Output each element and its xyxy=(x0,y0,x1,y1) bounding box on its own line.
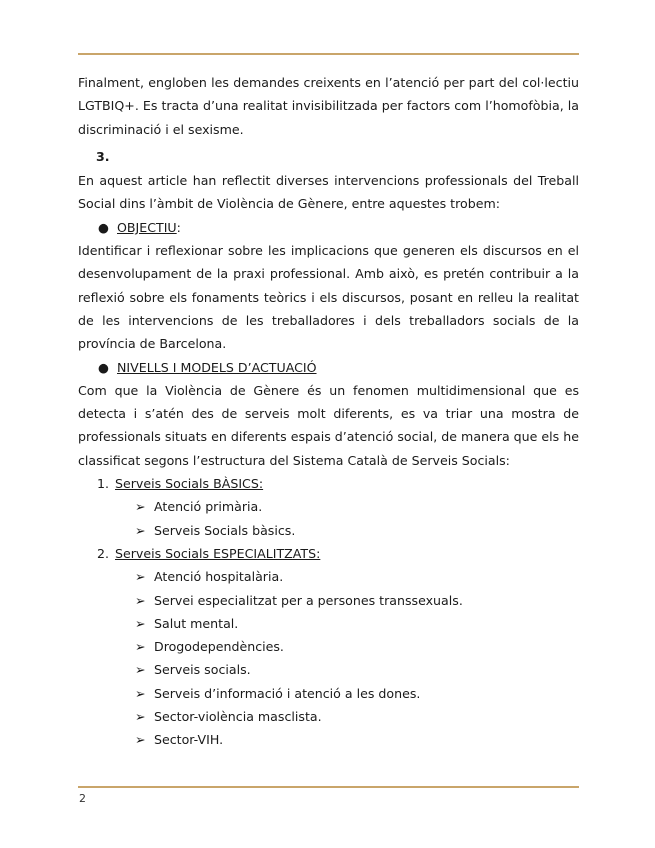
list-item-text: Atenció primària. xyxy=(154,499,263,515)
list-item-text: Serveis Socials bàsics. xyxy=(154,522,296,538)
arrow-icon: ➢ xyxy=(135,639,146,655)
list-item-text: Serveis d’informació i atenció a les dones. xyxy=(154,685,421,701)
arrow-icon: ➢ xyxy=(135,685,146,701)
list-item xyxy=(78,565,579,588)
list-item xyxy=(78,495,579,518)
arrow-icon: ➢ xyxy=(135,615,146,631)
page-number: 2 xyxy=(79,792,86,805)
list-item-text: Atenció hospitalària. xyxy=(154,569,284,585)
arrow-icon: ➢ xyxy=(135,569,146,585)
list-item-text: Sector-violència masclista. xyxy=(154,709,322,725)
arrow-icon: ➢ xyxy=(135,732,146,748)
list-number: 1. xyxy=(97,476,110,492)
arrow-icon: ➢ xyxy=(135,522,146,538)
list-item xyxy=(78,519,579,542)
list-title: Serveis Socials ESPECIALITZATS: xyxy=(115,545,321,561)
bullet-objectiu xyxy=(78,216,579,239)
list-item-text: Drogodependències. xyxy=(154,639,284,655)
bullet-dot: ● xyxy=(98,219,109,235)
nivells-paragraph: Com que la Violència de Gènere és un fenomen multidimensional que es detecta i s’atén des de serveis molt diferents, es va triar una mostra de professionals situats en diferents espais d’atenció social, de manera que els he classificat segons l’estructura del Sistema Català de Serveis Socials: xyxy=(78,382,579,468)
list-item-text: Servei especialitzat per a persones transsexuals. xyxy=(154,592,463,608)
section-paragraph: En aquest article han reflectit diverses intervencions professionals del Treball Social dins l’àmbit de Violència de Gènere, entre aquestes trobem: xyxy=(78,173,579,212)
list-item xyxy=(78,705,579,728)
objectiu-suffix: : xyxy=(176,219,181,235)
objectiu-paragraph: Identificar i reflexionar sobre les implicacions que generen els discursos en el desenvolupament de la praxi professional. Amb això, es pretén contribuir a la reflexió sobre els fonaments teòrics i els discursos, posant en relleu la realitat de les intervencions de les treballadores i dels treballadors socials de la província de Barcelona. xyxy=(78,243,579,352)
arrow-icon: ➢ xyxy=(135,499,146,515)
bullet-nivells xyxy=(78,356,579,379)
list-item-text: Serveis socials. xyxy=(154,662,251,678)
list-item xyxy=(78,612,579,635)
intro-paragraph: Finalment, engloben les demandes creixents en l’atenció per part del col·lectiu LGTBIQ+. Es tracta d’una realitat invisibilitzada per factors com l’homofòbia, la discriminació i el sexisme. xyxy=(78,75,579,137)
list-heading-2 xyxy=(78,542,579,565)
nivells-label: NIVELLS I MODELS D’ACTUACIÓ xyxy=(117,359,317,375)
footer-rule xyxy=(78,786,579,788)
list-item-text: Sector-VIH. xyxy=(154,732,224,748)
list-number: 2. xyxy=(97,545,110,561)
objectiu-label: OBJECTIU xyxy=(117,219,177,235)
bullet-dot: ● xyxy=(98,359,109,375)
header-rule xyxy=(78,53,579,55)
list-item-text: Salut mental. xyxy=(154,615,239,631)
list-item xyxy=(78,728,579,751)
list-heading-1 xyxy=(78,472,579,495)
list-item xyxy=(78,682,579,705)
list-item xyxy=(78,635,579,658)
arrow-icon: ➢ xyxy=(135,709,146,725)
list-item xyxy=(78,589,579,612)
section-number: 3. xyxy=(96,148,110,164)
list-item xyxy=(78,658,579,681)
arrow-icon: ➢ xyxy=(135,592,146,608)
page-content xyxy=(78,71,579,752)
list-title: Serveis Socials BÀSICS: xyxy=(115,476,264,492)
arrow-icon: ➢ xyxy=(135,662,146,678)
